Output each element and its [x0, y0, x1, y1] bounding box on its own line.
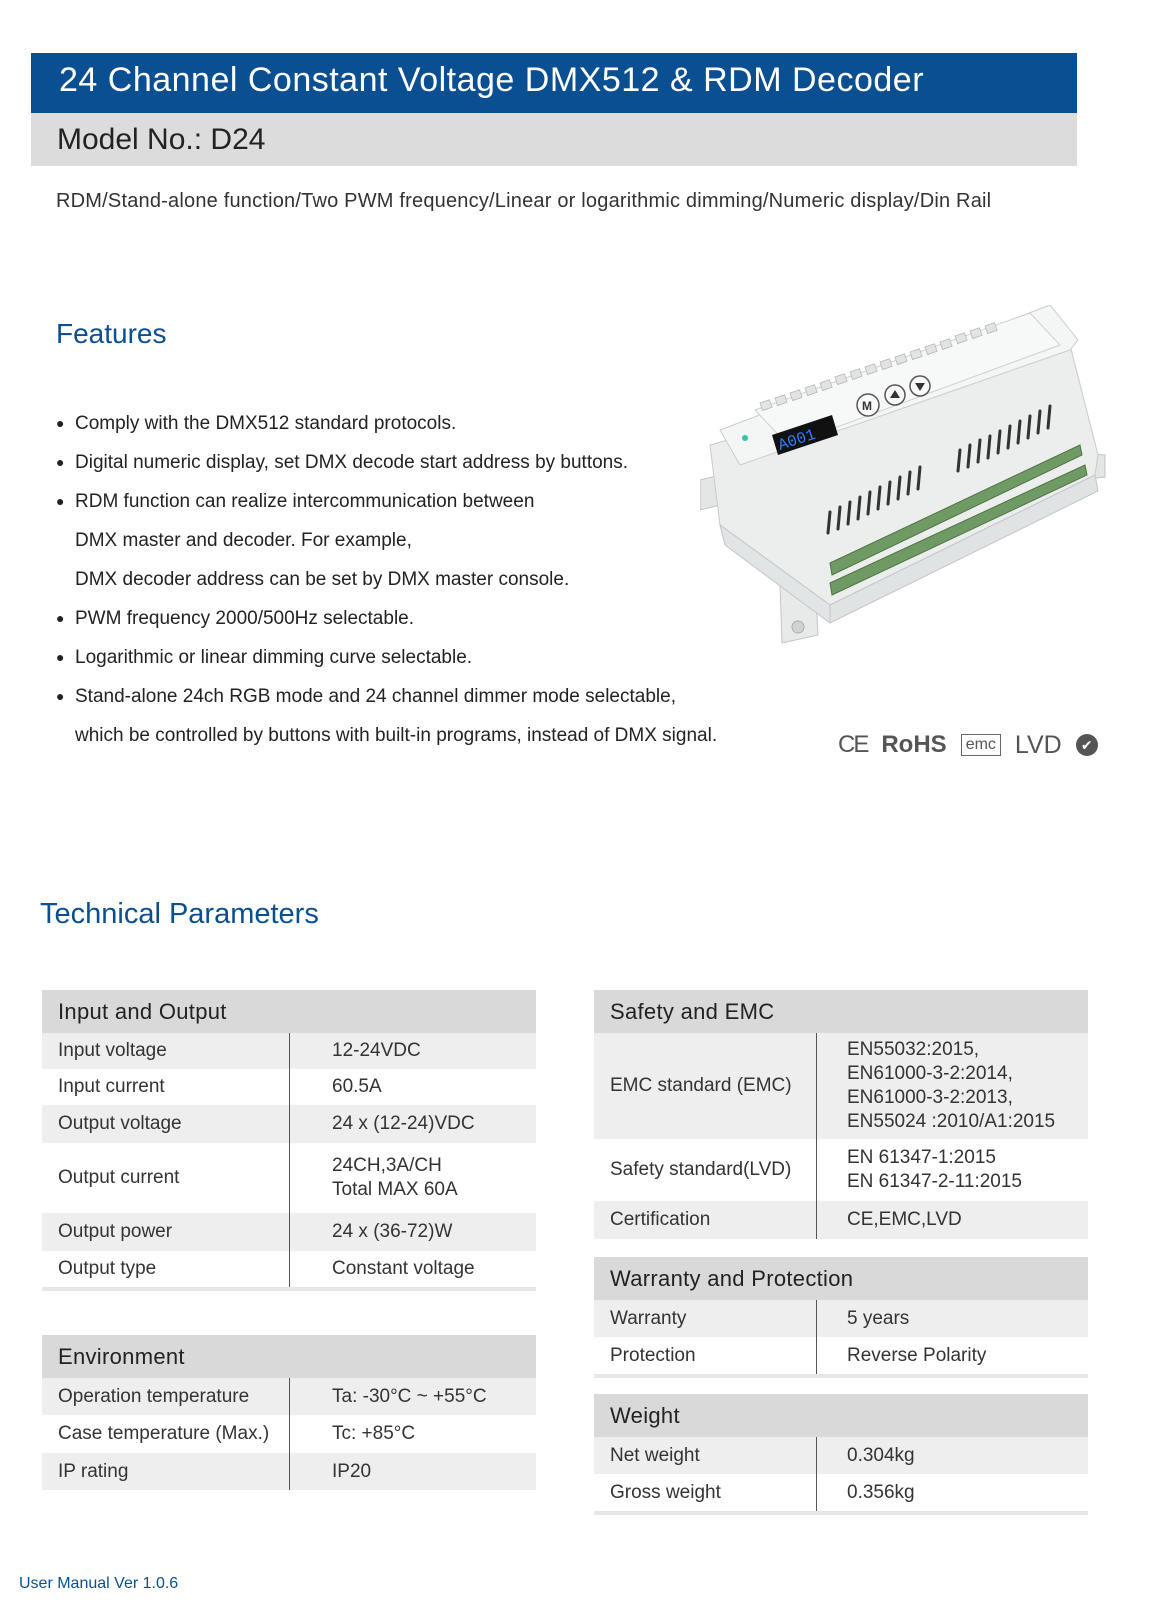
table-row — [42, 1069, 536, 1105]
table-row — [594, 1201, 1088, 1239]
param-value: IP20 — [332, 1460, 372, 1482]
param-label: Output current — [42, 1143, 290, 1213]
feature-item: ● Digital numeric display, set DMX decode start address by buttons. — [56, 443, 736, 482]
table-bottom-rule — [42, 1287, 536, 1291]
table-row — [42, 1143, 536, 1213]
safety-emc-table — [594, 990, 1088, 1239]
display-readout: A001 — [775, 425, 819, 455]
param-value: EN55024 :2010/A1:2015 — [847, 1111, 1056, 1132]
param-value: EN 61347-1:2015 — [847, 1147, 996, 1168]
feature-item: ● Logarithmic or linear dimming curve selectable. — [56, 638, 736, 677]
model-number: Model No.: D24 — [57, 123, 266, 156]
model-bar — [31, 113, 1077, 166]
param-label: Output voltage — [42, 1105, 290, 1143]
certification-marks — [838, 730, 1098, 760]
param-value: 24 x (36-72)W — [332, 1221, 453, 1242]
feature-item-continuation: which be controlled by buttons with built-in programs, instead of DMX signal. — [75, 725, 718, 746]
manual-version: User Manual Ver 1.0.6 — [19, 1575, 179, 1592]
param-value: EN61000-3-2:2014, — [847, 1063, 1013, 1084]
table-row — [42, 1033, 536, 1069]
table-row — [42, 1251, 536, 1287]
table-header: Warranty and Protection — [594, 1257, 1088, 1300]
feature-item-continuation: DMX master and decoder. For example, — [75, 530, 412, 551]
param-value: EN61000-3-2:2013, — [847, 1087, 1013, 1108]
warranty-protection-table — [594, 1257, 1088, 1378]
emc-mark: emc — [961, 734, 1001, 756]
page-title: 24 Channel Constant Voltage DMX512 & RDM Decoder — [59, 61, 925, 99]
param-value: Tc: +85°C — [332, 1423, 416, 1444]
param-label: Input current — [42, 1069, 290, 1105]
lvd-mark: LVD — [1014, 730, 1062, 759]
param-label: Safety standard(LVD) — [594, 1139, 817, 1201]
param-label: Output power — [42, 1213, 290, 1251]
table-row — [42, 1453, 536, 1490]
table-bottom-rule — [594, 1511, 1088, 1515]
param-label: Gross weight — [594, 1474, 817, 1511]
param-value: 24CH,3A/CH — [332, 1155, 442, 1176]
table-row — [594, 1139, 1088, 1201]
param-label: Warranty — [594, 1300, 817, 1337]
table-header: Input and Output — [42, 990, 536, 1033]
feature-summary: RDM/Stand-alone function/Two PWM frequency/Linear or logarithmic dimming/Numeric display/Din Rail — [56, 190, 992, 212]
input-output-table — [42, 990, 536, 1291]
param-label: Input voltage — [42, 1033, 290, 1069]
table-row — [594, 1337, 1088, 1374]
param-value: Total MAX 60A — [332, 1179, 458, 1200]
param-value: 0.356kg — [847, 1481, 915, 1503]
table-header: Weight — [594, 1394, 1088, 1437]
table-bottom-rule — [594, 1374, 1088, 1378]
feature-item-continuation: DMX decoder address can be set by DMX master console. — [75, 569, 570, 590]
param-label: Output type — [42, 1251, 290, 1287]
table-row — [594, 1474, 1088, 1511]
ce-mark: CE — [838, 731, 868, 758]
table-header: Environment — [42, 1335, 536, 1378]
param-label: Case temperature (Max.) — [42, 1415, 290, 1453]
features-heading: Features — [56, 318, 167, 349]
param-value: Constant voltage — [332, 1258, 475, 1279]
environment-table — [42, 1335, 536, 1490]
table-row — [42, 1378, 536, 1415]
table-row — [42, 1213, 536, 1251]
feature-item: ● PWM frequency 2000/500Hz selectable. — [56, 599, 736, 638]
technical-parameters-heading: Technical Parameters — [40, 898, 319, 930]
weight-table — [594, 1394, 1088, 1515]
m-button-label: M — [862, 399, 872, 413]
param-value: Ta: -30°C ~ +55°C — [332, 1385, 487, 1407]
param-value: EN55032:2015, — [847, 1039, 980, 1060]
feature-item: ● RDM function can realize intercommunication between — [56, 482, 736, 521]
table-row — [594, 1033, 1088, 1139]
feature-item: ● Comply with the DMX512 standard protocols. — [56, 404, 736, 443]
product-image — [700, 305, 1125, 645]
param-value: 12-24VDC — [332, 1040, 421, 1061]
param-label: Operation temperature — [42, 1378, 290, 1415]
param-value: 24 x (12-24)VDC — [332, 1113, 475, 1134]
table-row — [42, 1105, 536, 1143]
feature-item: ● Stand-alone 24ch RGB mode and 24 channel dimmer mode selectable, — [56, 677, 736, 716]
param-value: 0.304kg — [847, 1444, 915, 1466]
param-value: Reverse Polarity — [847, 1344, 987, 1366]
param-value: EN 61347-2-11:2015 — [847, 1171, 1022, 1192]
table-row — [594, 1300, 1088, 1337]
feature-list — [56, 404, 736, 755]
table-header: Safety and EMC — [594, 990, 1088, 1033]
param-label: Protection — [594, 1337, 817, 1374]
check-mark-icon: ✔ — [1076, 734, 1098, 756]
title-bar — [31, 53, 1077, 113]
param-label: IP rating — [42, 1453, 290, 1490]
param-value: CE,EMC,LVD — [847, 1209, 962, 1230]
param-label: Certification — [594, 1201, 817, 1239]
param-value: 5 years — [847, 1307, 910, 1329]
param-label: EMC standard (EMC) — [594, 1033, 817, 1139]
param-label: Net weight — [594, 1437, 817, 1474]
table-row — [594, 1437, 1088, 1474]
param-value: 60.5A — [332, 1076, 382, 1097]
rohs-mark: RoHS — [881, 731, 947, 758]
table-row — [42, 1415, 536, 1453]
